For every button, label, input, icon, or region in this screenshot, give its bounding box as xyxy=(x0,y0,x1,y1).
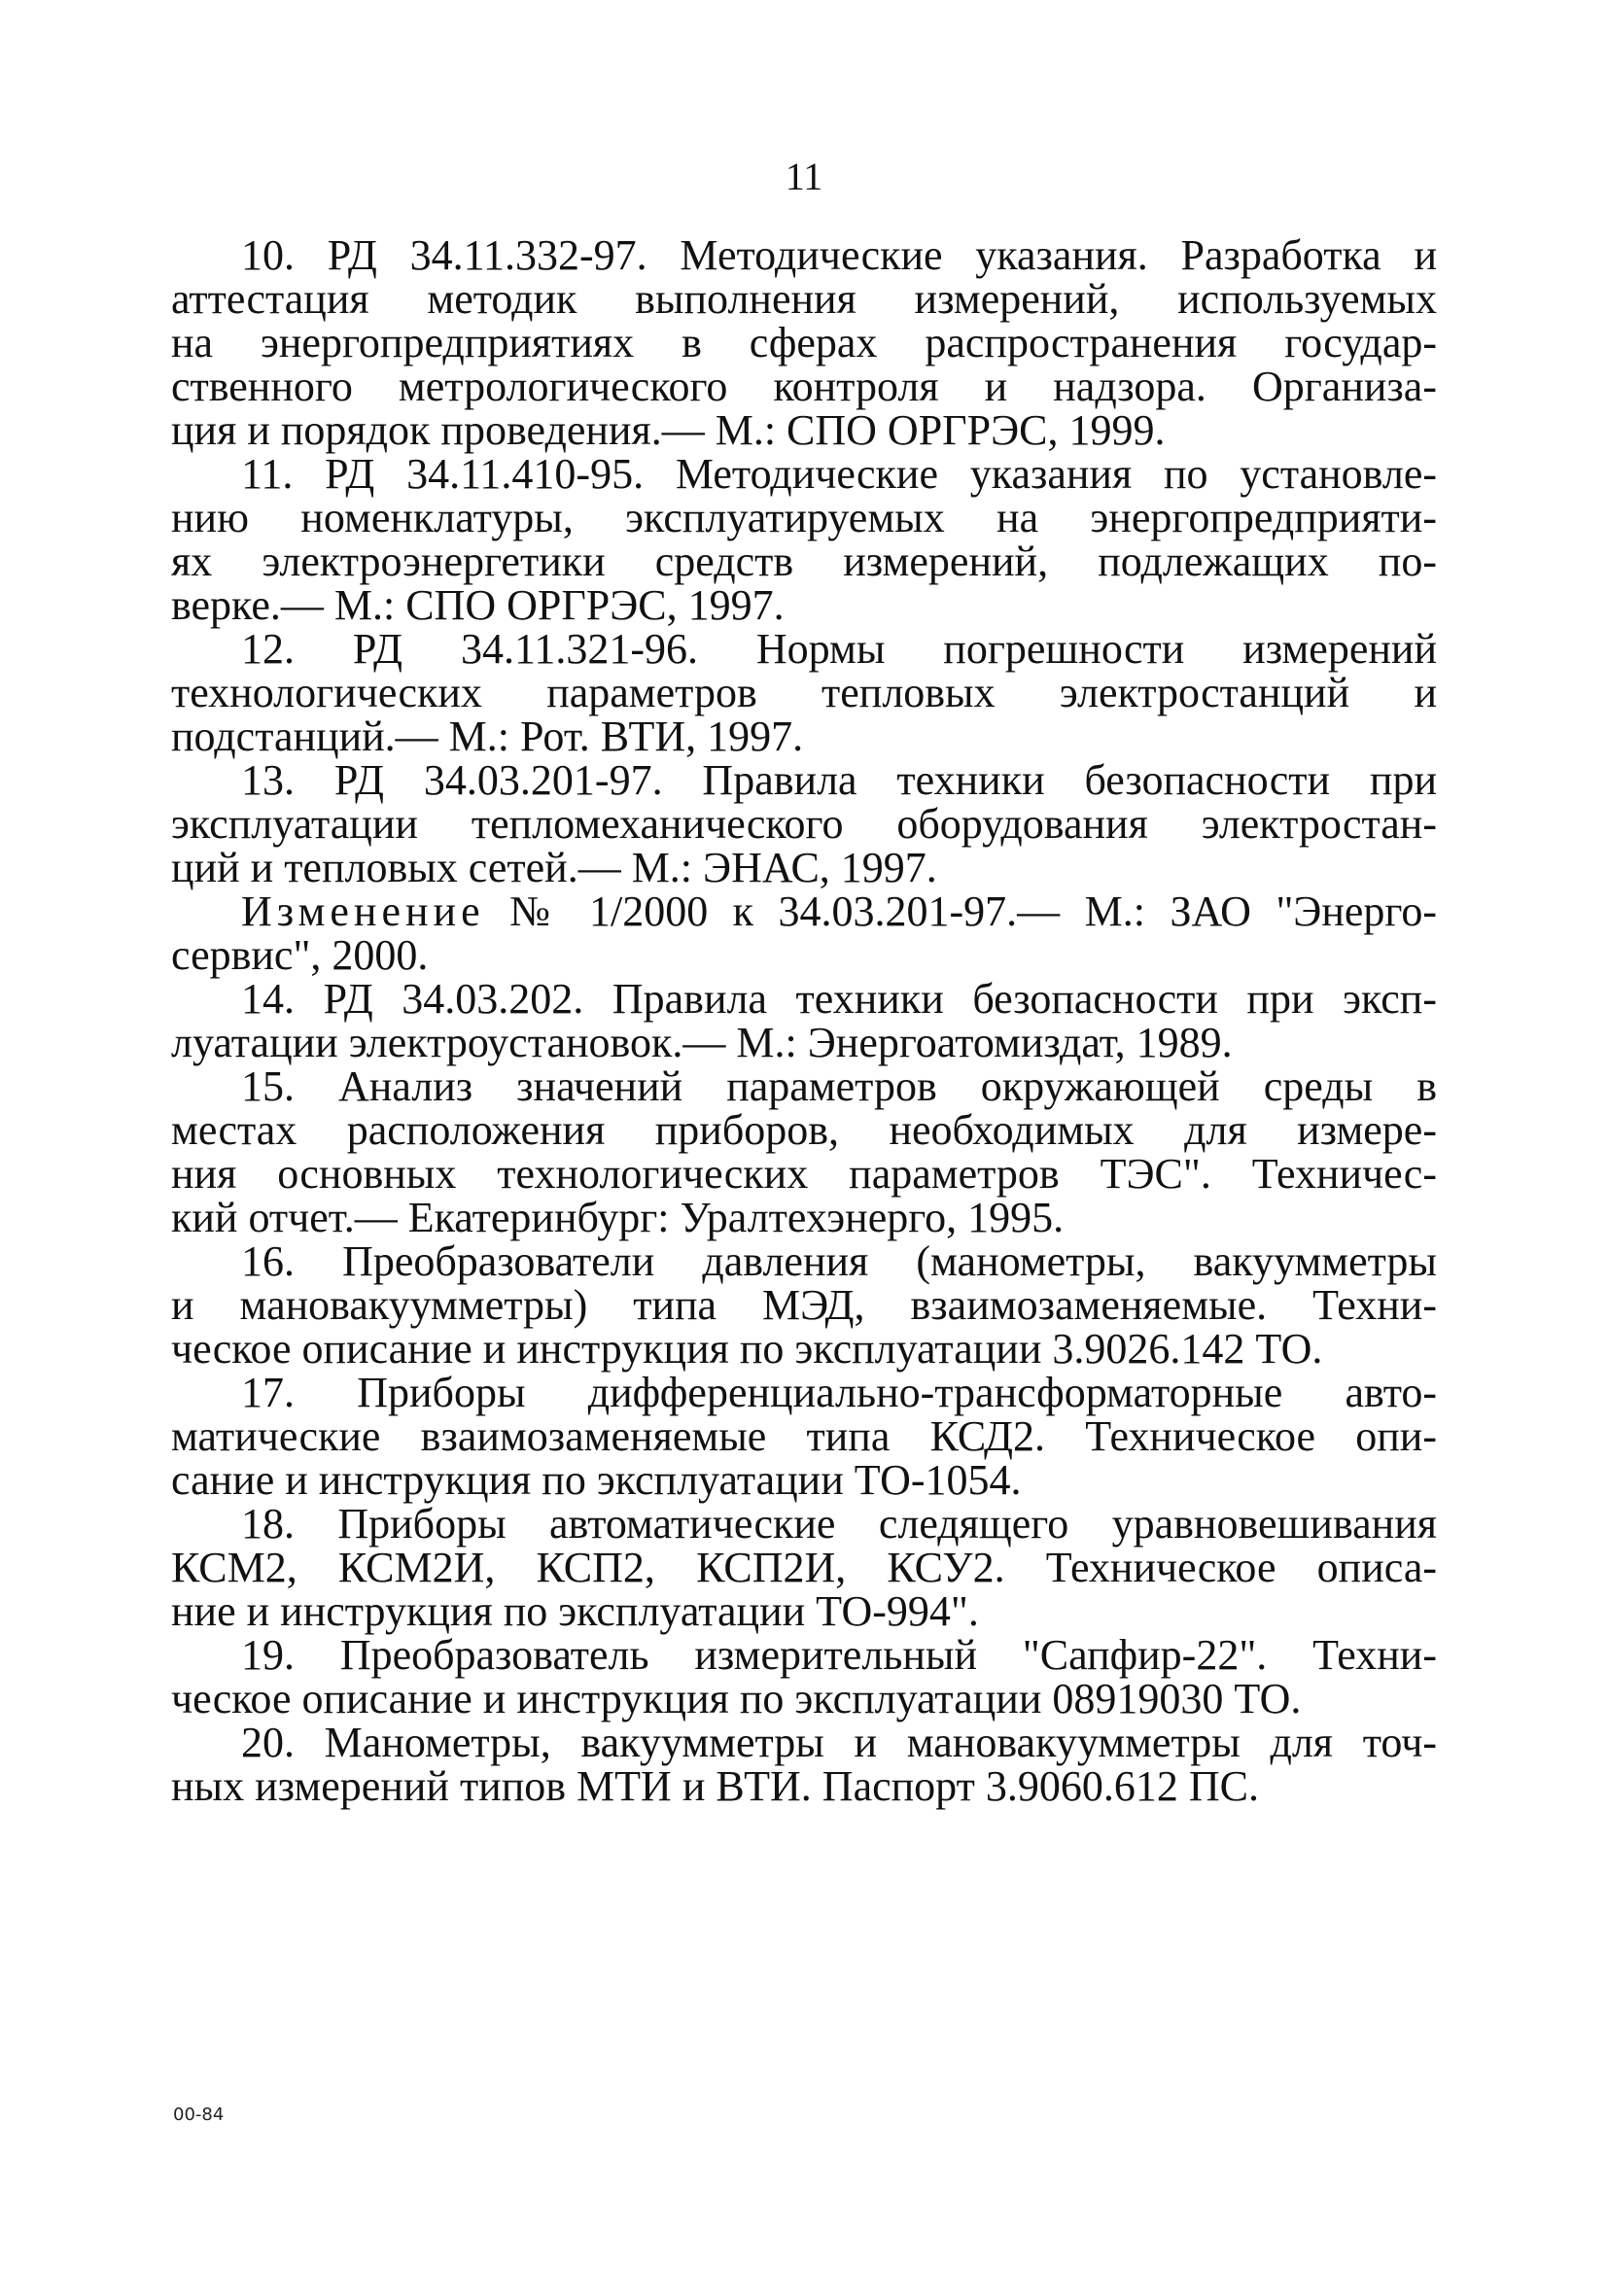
reference-line: КСМ2, КСМ2И, КСП2, КСП2И, КСУ2. Техническое описа- xyxy=(171,1544,1437,1591)
reference-line: ций и тепловых сетей.— М.: ЭНАС, 1997. xyxy=(171,844,937,891)
reference-item xyxy=(171,758,1437,889)
reference-item xyxy=(171,889,1437,977)
reference-line: ческое описание и инструкция по эксплуатации 08919030 ТО. xyxy=(171,1675,1302,1722)
reference-line: 15. Анализ значений параметров окружающей среды в xyxy=(241,1062,1437,1110)
reference-line: верке.— М.: СПО ОРГРЭС, 1997. xyxy=(171,581,785,629)
reference-line: на энергопредприятиях в сферах распространения государ- xyxy=(171,319,1437,366)
reference-item xyxy=(171,977,1437,1064)
reference-line-text: № 1/2000 к 34.03.201-97.— М.: ЗАО "Энерго- xyxy=(484,887,1437,935)
reference-item xyxy=(171,1371,1437,1502)
reference-line: эксплуатации тепломеханического оборудования электростан- xyxy=(171,800,1437,848)
reference-line: ние и инструкция по эксплуатации ТО-994". xyxy=(171,1587,979,1635)
reference-line: 10. РД 34.11.332-97. Методические указания. Разработка и xyxy=(241,231,1437,279)
reference-line: сание и инструкция по эксплуатации ТО-1054. xyxy=(171,1456,1022,1504)
reference-item xyxy=(171,1721,1437,1808)
reference-line: ях электроэнергетики средств измерений, подлежащих по- xyxy=(171,538,1437,585)
reference-line: сервис", 2000. xyxy=(171,931,429,979)
reference-line: 13. РД 34.03.201-97. Правила техники безопасности при xyxy=(241,756,1437,804)
reference-line: матические взаимозаменяемые типа КСД2. Техническое опи- xyxy=(171,1412,1437,1460)
reference-item xyxy=(171,1064,1437,1239)
reference-line: 12. РД 34.11.321-96. Нормы погрешности измерений xyxy=(241,625,1437,673)
reference-line: ных измерений типов МТИ и ВТИ. Паспорт 3.9060.612 ПС. xyxy=(171,1762,1259,1810)
reference-line: 14. РД 34.03.202. Правила техники безопасности при эксп- xyxy=(241,975,1437,1023)
page-number: 11 xyxy=(785,155,823,198)
reference-line: 17. Приборы дифференциально-трансформаторные авто- xyxy=(241,1369,1437,1416)
reference-list xyxy=(171,233,1437,1808)
reference-line: ния основных технологических параметров ТЭС". Техничес- xyxy=(171,1150,1437,1198)
reference-line: местах расположения приборов, необходимых для измере- xyxy=(171,1106,1437,1154)
reference-item xyxy=(171,233,1437,452)
reference-line: 18. Приборы автоматические следящего уравновешивания xyxy=(241,1500,1437,1548)
spaced-prefix: Изменение xyxy=(241,887,485,935)
reference-line: 16. Преобразователи давления (манометры, вакуумметры xyxy=(241,1237,1437,1285)
reference-item xyxy=(171,1633,1437,1721)
reference-line: 19. Преобразователь измерительный "Сапфир-22". Техни- xyxy=(241,1631,1437,1679)
reference-line: ческое описание и инструкция по эксплуатации 3.9026.142 ТО. xyxy=(171,1325,1323,1373)
reference-line: технологических параметров тепловых электростанций и xyxy=(171,669,1437,716)
reference-line: 11. РД 34.11.410-95. Методические указания по установле- xyxy=(241,450,1437,498)
reference-line: 20. Манометры, вакуумметры и мановакуумметры для точ- xyxy=(241,1719,1437,1766)
reference-item xyxy=(171,627,1437,758)
reference-line: подстанций.— М.: Рот. ВТИ, 1997. xyxy=(171,713,804,760)
reference-item xyxy=(171,1502,1437,1633)
reference-line: луатации электроустановок.— М.: Энергоатомиздат, 1989. xyxy=(171,1019,1233,1066)
footer-code: 00-84 xyxy=(173,2105,225,2125)
reference-line xyxy=(171,889,1437,933)
reference-line: нию номенклатуры, эксплуатируемых на энергопредприяти- xyxy=(171,494,1437,541)
reference-line: ция и порядок проведения.— М.: СПО ОРГРЭС, 1999. xyxy=(171,406,1166,454)
reference-item xyxy=(171,452,1437,627)
reference-line: аттестация методик выполнения измерений, используемых xyxy=(171,275,1437,323)
reference-line: ственного метрологического контроля и надзора. Организа- xyxy=(171,363,1437,410)
reference-line: и мановакуумметры) типа МЭД, взаимозаменяемые. Техни- xyxy=(171,1281,1437,1329)
reference-item xyxy=(171,1239,1437,1371)
reference-line: кий отчет.— Екатеринбург: Уралтехэнерго, 1995. xyxy=(171,1194,1065,1241)
